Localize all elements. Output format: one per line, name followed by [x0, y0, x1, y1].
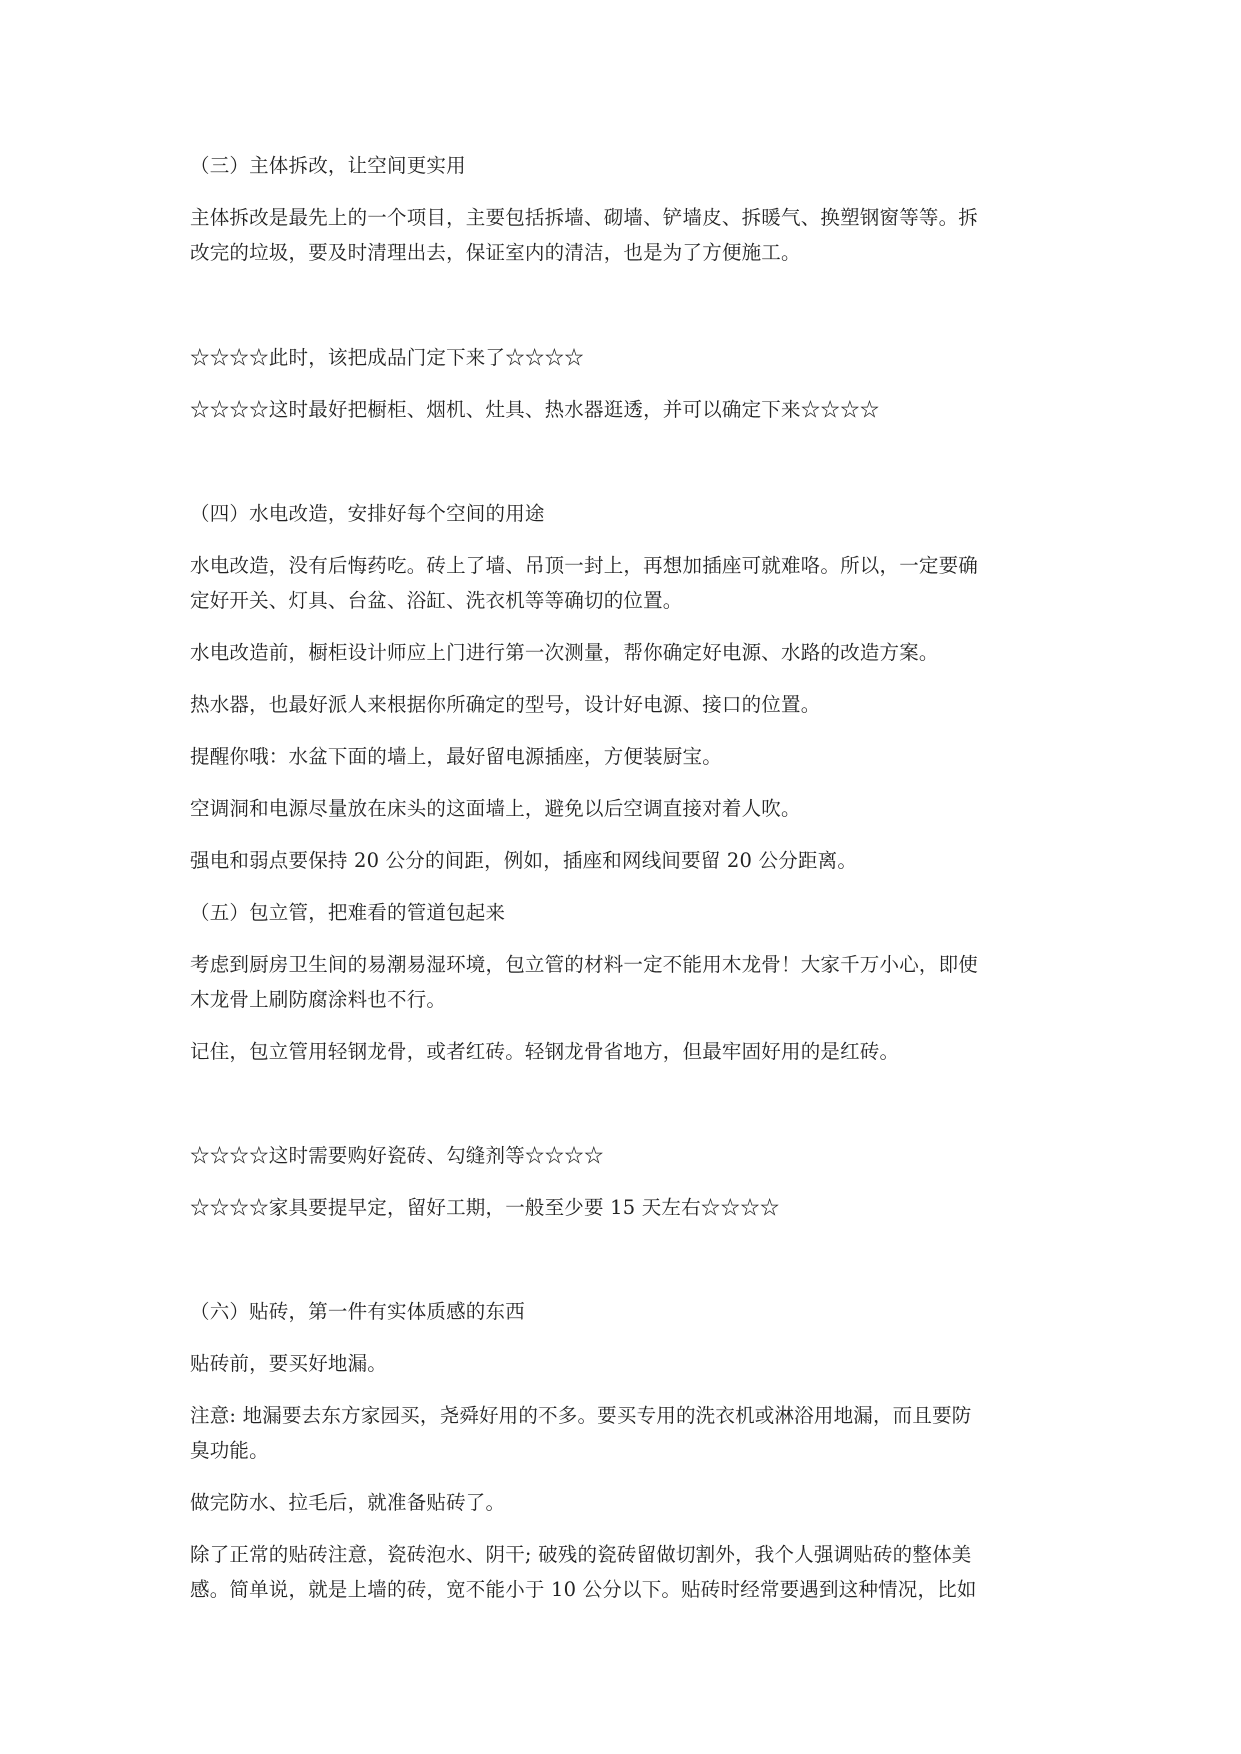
section3-heading: （三）主体拆改，让空间更实用 [190, 154, 466, 177]
star-note: ☆☆☆☆此时，该把成品门定下来了☆☆☆☆ [190, 346, 585, 369]
section5-paragraph-line: 考虑到厨房卫生间的易潮易湿环境，包立管的材料一定不能用木龙骨！大家千万小心，即使 [190, 953, 979, 976]
section3-paragraph-line: 改完的垃圾，要及时清理出去，保证室内的清洁，也是为了方便施工。 [190, 241, 801, 264]
star-note: ☆☆☆☆这时需要购好瓷砖、勾缝剂等☆☆☆☆ [190, 1144, 604, 1167]
section4-paragraph: 热水器，也最好派人来根据你所确定的型号，设计好电源、接口的位置。 [190, 693, 821, 716]
section6-paragraph-line: 除了正常的贴砖注意，瓷砖泡水、阴干; 破残的瓷砖留做切割外，我个人强调贴砖的整体美 [190, 1543, 972, 1566]
section6-paragraph-line: 感。简单说，就是上墙的砖，宽不能小于 10 公分以下。贴砖时经常要遇到这种情况，比如 [190, 1578, 977, 1601]
section6-paragraph-line: 注意: 地漏要去东方家园买，尧舜好用的不多。要买专用的洗衣机或淋浴用地漏，而且要防 [190, 1404, 972, 1427]
section6-heading: （六）贴砖，第一件有实体质感的东西 [190, 1300, 525, 1323]
star-note: ☆☆☆☆这时最好把橱柜、烟机、灶具、热水器逛透，并可以确定下来☆☆☆☆ [190, 398, 880, 421]
section4-paragraph: 空调洞和电源尽量放在床头的这面墙上，避免以后空调直接对着人吹。 [190, 797, 801, 820]
section4-paragraph-line: 定好开关、灯具、台盆、浴缸、洗衣机等等确切的位置。 [190, 589, 683, 612]
section4-paragraph: 水电改造前，橱柜设计师应上门进行第一次测量，帮你确定好电源、水路的改造方案。 [190, 641, 939, 664]
section6-paragraph: 做完防水、拉毛后，就准备贴砖了。 [190, 1491, 506, 1514]
section6-paragraph-line: 臭功能。 [190, 1439, 269, 1462]
section5-heading: （五）包立管，把难看的管道包起来 [190, 901, 506, 924]
section4-paragraph: 提醒你哦：水盆下面的墙上，最好留电源插座，方便装厨宝。 [190, 745, 722, 768]
section4-paragraph-line: 水电改造，没有后悔药吃。砖上了墙、吊顶一封上，再想加插座可就难咯。所以，一定要确 [190, 554, 979, 577]
section3-paragraph-line: 主体拆改是最先上的一个项目，主要包括拆墙、砌墙、铲墙皮、拆暖气、换塑钢窗等等。拆 [190, 206, 979, 229]
section5-paragraph: 记住，包立管用轻钢龙骨，或者红砖。轻钢龙骨省地方，但最牢固好用的是红砖。 [190, 1040, 900, 1063]
section6-paragraph: 贴砖前，要买好地漏。 [190, 1352, 388, 1375]
star-note: ☆☆☆☆家具要提早定，留好工期，一般至少要 15 天左右☆☆☆☆ [190, 1196, 780, 1219]
section4-heading: （四）水电改造，安排好每个空间的用途 [190, 502, 545, 525]
section5-paragraph-line: 木龙骨上刷防腐涂料也不行。 [190, 988, 447, 1011]
section4-paragraph: 强电和弱点要保持 20 公分的间距，例如，插座和网线间要留 20 公分距离。 [190, 849, 858, 872]
